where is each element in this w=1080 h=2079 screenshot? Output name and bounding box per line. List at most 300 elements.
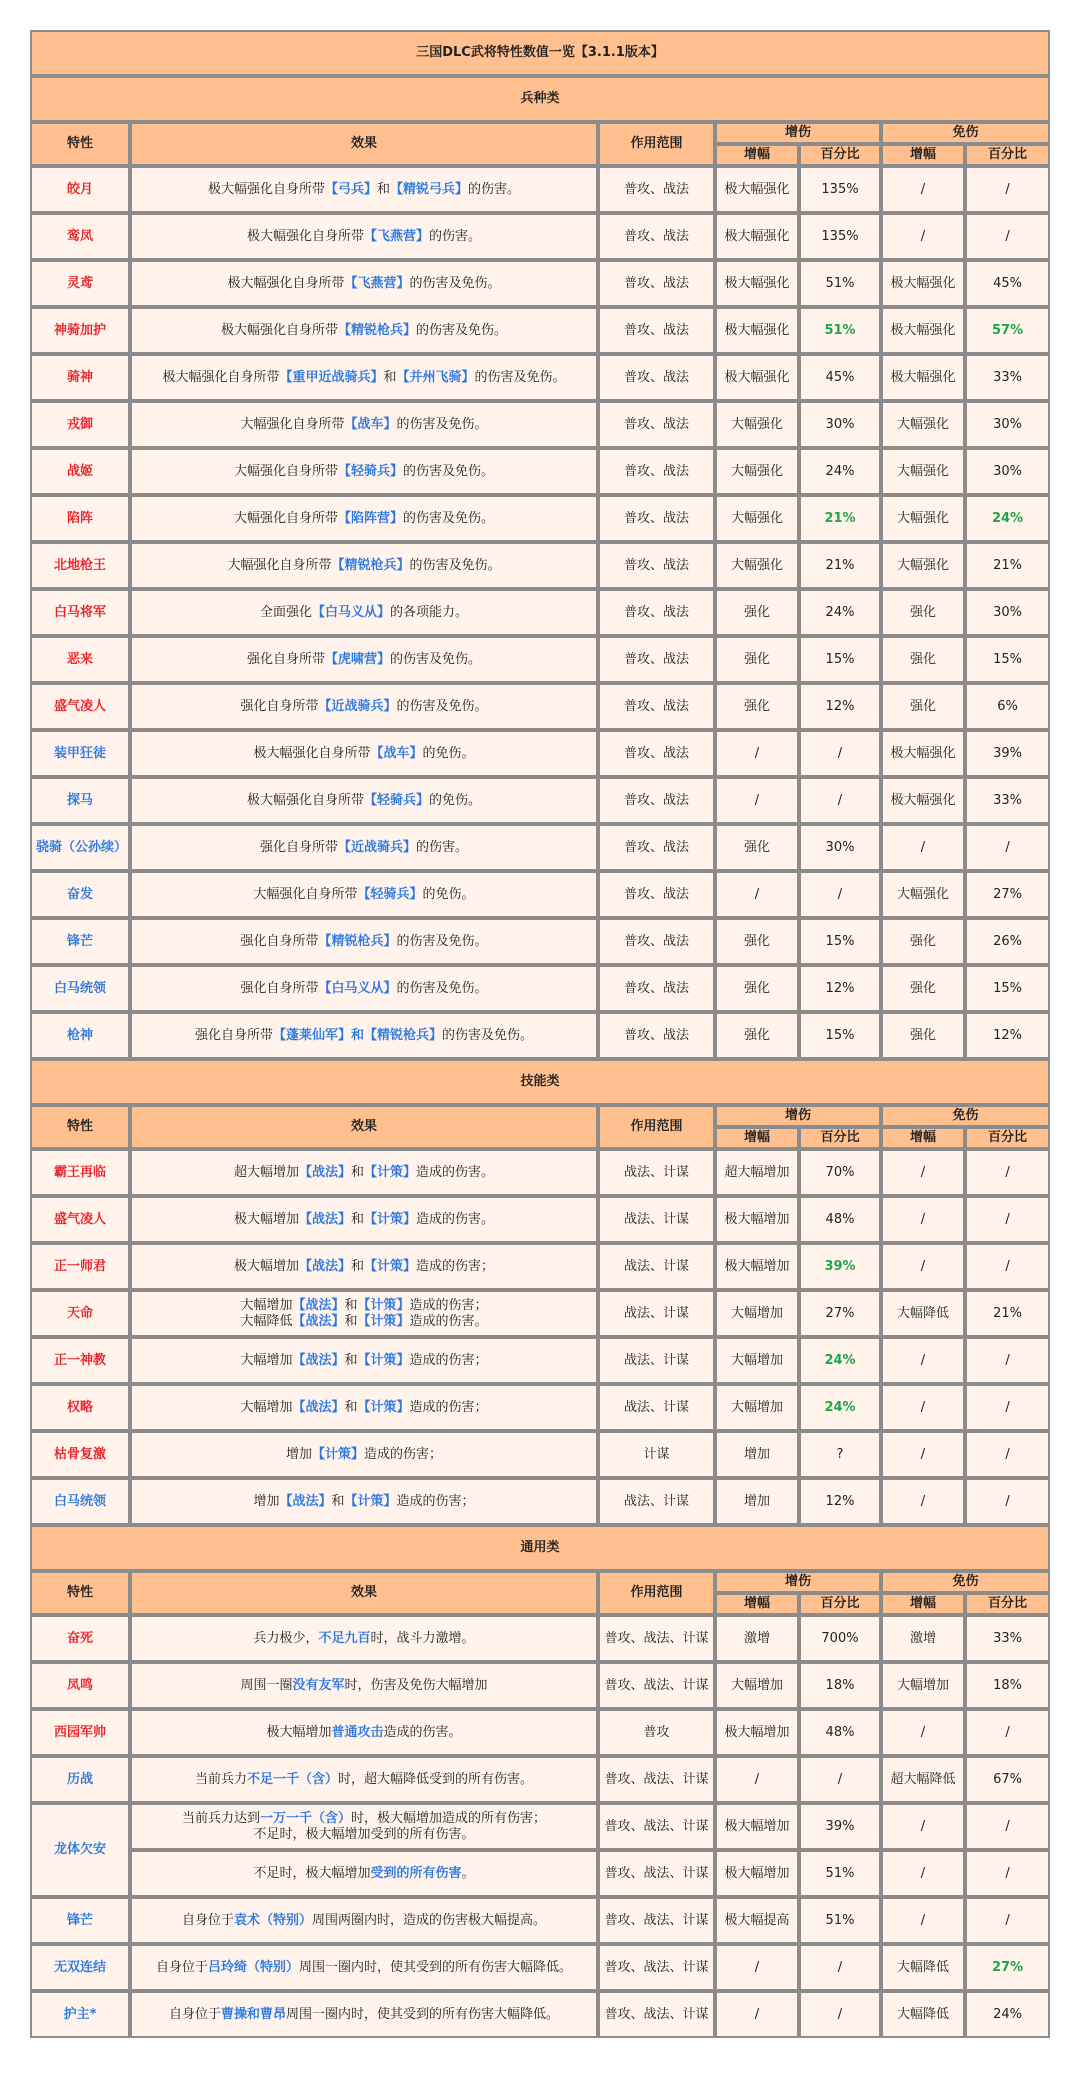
effect-highlight: 没有友军 (292, 1677, 345, 1693)
table-row (30, 1196, 1050, 1243)
effect-text: 的伤害及免伤。 (396, 698, 488, 714)
effect-highlight: 【精锐枪兵】 (331, 557, 410, 573)
dmg-up-pct: 18% (799, 1662, 881, 1709)
effect-highlight: 【战法】 (298, 1258, 351, 1274)
dmg-up-pct: 24% (799, 448, 881, 495)
dmg-down-pct: / (965, 1850, 1050, 1897)
effect-text: 和 (350, 1211, 364, 1227)
effect-text: 当前兵力达到 (181, 1810, 260, 1826)
dmg-up-pct: 51% (799, 1897, 881, 1944)
dmg-up-pct: 700% (799, 1615, 881, 1662)
table-row (30, 1756, 1050, 1803)
dmg-up-pct: ? (799, 1431, 881, 1478)
effect-highlight: 【近战骑兵】 (337, 839, 416, 855)
effect-highlight: 普通攻击 (331, 1724, 384, 1740)
dmg-down-amp: 大幅强化 (881, 401, 965, 448)
trait-name: 神骑加护 (30, 307, 130, 354)
dmg-up-pct: / (799, 777, 881, 824)
dmg-down-pct: 57% (965, 307, 1050, 354)
effect-text: 造成的伤害。 (416, 1164, 495, 1180)
header-range: 作用范围 (598, 1105, 715, 1149)
effect-text: 强化自身所带 (194, 1027, 273, 1043)
trait-effect (130, 354, 598, 401)
dmg-down-amp: 超大幅降低 (881, 1756, 965, 1803)
header-amp2: 增幅 (881, 144, 965, 166)
dmg-up-amp: 增加 (715, 1478, 799, 1525)
effect-text: 大幅强化自身所带 (240, 416, 345, 432)
table-row (30, 1850, 1050, 1897)
trait-range: 普攻、战法、计谋 (598, 1615, 715, 1662)
trait-name: 奋死 (30, 1615, 130, 1662)
effect-highlight: 【战法】 (298, 1211, 351, 1227)
dmg-up-amp: 强化 (715, 965, 799, 1012)
effect-text: 和 (376, 181, 390, 197)
dmg-up-amp: 强化 (715, 683, 799, 730)
section-title: 技能类 (30, 1059, 1050, 1105)
dmg-down-amp: / (881, 1149, 965, 1196)
trait-range: 普攻、战法 (598, 683, 715, 730)
trait-range: 普攻、战法 (598, 448, 715, 495)
effect-text: 不足时，极大幅增加 (253, 1865, 371, 1881)
effect-text: 的伤害及免伤。 (396, 980, 488, 996)
dmg-down-amp: / (881, 1431, 965, 1478)
effect-text: 时，超大幅降低受到的所有伤害。 (338, 1771, 534, 1787)
trait-effect (130, 1431, 598, 1478)
trait-effect (130, 166, 598, 213)
effect-text: 极大幅强化自身所带 (246, 792, 364, 808)
effect-text: 当前兵力 (194, 1771, 247, 1787)
dmg-up-amp: 强化 (715, 1012, 799, 1059)
dmg-up-amp: 极大幅增加 (715, 1803, 799, 1850)
trait-effect (130, 730, 598, 777)
dmg-up-amp: 大幅增加 (715, 1337, 799, 1384)
trait-name: 白马统领 (30, 965, 130, 1012)
dmg-up-amp: 强化 (715, 636, 799, 683)
dmg-up-amp: 极大幅增加 (715, 1243, 799, 1290)
trait-name: 正一神教 (30, 1337, 130, 1384)
dmg-down-amp: 强化 (881, 589, 965, 636)
effect-highlight: 【白马义从】 (311, 604, 390, 620)
effect-text: 和 (331, 1493, 345, 1509)
table-row (30, 1431, 1050, 1478)
trait-range: 普攻、战法 (598, 213, 715, 260)
dmg-down-amp: / (881, 213, 965, 260)
dmg-up-pct: 70% (799, 1149, 881, 1196)
table-row (30, 1944, 1050, 1991)
effect-text: 极大幅强化自身所带 (220, 322, 338, 338)
trait-effect (130, 824, 598, 871)
trait-name: 护主* (30, 1991, 130, 2038)
trait-range: 战法、计谋 (598, 1196, 715, 1243)
trait-range: 普攻、战法 (598, 777, 715, 824)
trait-range: 普攻、战法、计谋 (598, 1944, 715, 1991)
trait-effect (130, 1290, 598, 1337)
effect-text: 大幅强化自身所带 (233, 463, 338, 479)
trait-effect (130, 1662, 598, 1709)
effect-text: 大幅强化自身所带 (233, 510, 338, 526)
effect-highlight: 【精锐弓兵】 (390, 181, 469, 197)
effect-text: 极大幅强化自身所带 (162, 369, 280, 385)
dmg-down-amp: 强化 (881, 918, 965, 965)
dmg-up-amp: 极大幅增加 (715, 1709, 799, 1756)
dmg-up-pct: 15% (799, 918, 881, 965)
effect-text: 。 (461, 1865, 475, 1881)
trait-range: 普攻、战法 (598, 918, 715, 965)
dmg-down-pct: / (965, 1149, 1050, 1196)
header-row (30, 1571, 1050, 1593)
header-range: 作用范围 (598, 122, 715, 166)
table-row (30, 777, 1050, 824)
header-effect: 效果 (130, 122, 598, 166)
trait-effect (130, 401, 598, 448)
trait-name: 奋发 (30, 871, 130, 918)
trait-range: 战法、计谋 (598, 1384, 715, 1431)
dmg-down-pct: 30% (965, 448, 1050, 495)
effect-highlight: 【精锐枪兵】 (318, 933, 397, 949)
trait-name: 天命 (30, 1290, 130, 1337)
dmg-down-amp: 极大幅强化 (881, 777, 965, 824)
dmg-down-pct: 33% (965, 777, 1050, 824)
dmg-down-amp: / (881, 1709, 965, 1756)
effect-text: 的伤害及免伤。 (396, 416, 488, 432)
effect-text: 自身位于 (181, 1912, 234, 1928)
effect-text: 的免伤。 (422, 745, 475, 761)
dmg-down-pct: 39% (965, 730, 1050, 777)
header-dmg-up: 增伤 (715, 122, 881, 144)
trait-effect (130, 1243, 598, 1290)
dmg-down-pct: 67% (965, 1756, 1050, 1803)
dmg-down-amp: / (881, 1337, 965, 1384)
dmg-up-amp: 增加 (715, 1431, 799, 1478)
trait-name: 历战 (30, 1756, 130, 1803)
header-dmg-up: 增伤 (715, 1105, 881, 1127)
effect-text: 的伤害。 (468, 181, 521, 197)
effect-highlight: 不足一千（含） (246, 1771, 338, 1787)
effect-highlight: 不足九百 (318, 1630, 371, 1646)
table-row (30, 401, 1050, 448)
trait-range: 战法、计谋 (598, 1337, 715, 1384)
effect-text: 的伤害及免伤。 (474, 369, 566, 385)
trait-range: 普攻、战法 (598, 542, 715, 589)
effect-text: 造成的伤害； (396, 1493, 475, 1509)
dmg-up-amp: / (715, 1991, 799, 2038)
table-row (30, 166, 1050, 213)
effect-text: 的伤害及免伤。 (409, 557, 501, 573)
dmg-up-amp: 强化 (715, 918, 799, 965)
trait-effect (130, 965, 598, 1012)
effect-text: 极大幅强化自身所带 (253, 745, 371, 761)
dmg-up-amp: 激增 (715, 1615, 799, 1662)
effect-text: 的伤害及免伤。 (416, 322, 508, 338)
dmg-up-amp: 大幅强化 (715, 401, 799, 448)
effect-text: 极大幅强化自身所带 (207, 181, 325, 197)
trait-effect (130, 1897, 598, 1944)
effect-text: 的伤害及免伤。 (442, 1027, 534, 1043)
effect-highlight: 【重甲近战骑兵】 (279, 369, 384, 385)
effect-text: 极大幅增加 (233, 1211, 299, 1227)
effect-highlight: 【战法】 (292, 1399, 345, 1415)
header-dmg-down: 免伤 (881, 1105, 1050, 1127)
dmg-down-pct: 24% (965, 495, 1050, 542)
dmg-down-pct: 27% (965, 871, 1050, 918)
table-row (30, 636, 1050, 683)
effect-text: 极大幅增加 (266, 1724, 332, 1740)
trait-name: 凤鸣 (30, 1662, 130, 1709)
dmg-down-amp: / (881, 1897, 965, 1944)
effect-highlight: 一万一千（含） (259, 1810, 351, 1826)
trait-table-container (30, 30, 1050, 2038)
dmg-up-pct: / (799, 1944, 881, 1991)
dmg-down-pct: / (965, 824, 1050, 871)
trait-range: 普攻、战法 (598, 589, 715, 636)
effect-text: 的伤害及免伤。 (409, 275, 501, 291)
table-row (30, 1012, 1050, 1059)
dmg-up-pct: 12% (799, 1478, 881, 1525)
effect-text: 的各项能力。 (390, 604, 469, 620)
dmg-down-pct: 33% (965, 354, 1050, 401)
effect-highlight: 【计策】 (364, 1258, 417, 1274)
table-row (30, 354, 1050, 401)
table-row (30, 1384, 1050, 1431)
effect-text: 造成的伤害； (409, 1297, 488, 1313)
trait-name: 装甲狂徒 (30, 730, 130, 777)
header-trait: 特性 (30, 1571, 130, 1615)
effect-highlight: 【战车】 (370, 745, 423, 761)
trait-effect (130, 213, 598, 260)
header-amp: 增幅 (715, 144, 799, 166)
dmg-down-pct: / (965, 1337, 1050, 1384)
dmg-down-pct: / (965, 213, 1050, 260)
effect-text: 造成的伤害； (416, 1258, 495, 1274)
trait-effect (130, 448, 598, 495)
dmg-up-amp: 极大幅强化 (715, 354, 799, 401)
effect-text: 周围一圈内时，使其受到的所有伤害大幅降低。 (299, 1959, 573, 1975)
table-row (30, 1243, 1050, 1290)
trait-effect (130, 1012, 598, 1059)
dmg-down-amp: 极大幅强化 (881, 354, 965, 401)
trait-range: 普攻、战法 (598, 354, 715, 401)
effect-highlight: 【战法】 (298, 1164, 351, 1180)
trait-name: 锋芒 (30, 1897, 130, 1944)
effect-text: 全面强化 (259, 604, 312, 620)
dmg-down-pct: 15% (965, 636, 1050, 683)
trait-range: 战法、计谋 (598, 1149, 715, 1196)
dmg-down-amp: 极大幅强化 (881, 730, 965, 777)
trait-effect (130, 1615, 598, 1662)
trait-range: 战法、计谋 (598, 1290, 715, 1337)
effect-highlight: 袁术（特别） (233, 1912, 312, 1928)
trait-name: 盛气凌人 (30, 1196, 130, 1243)
dmg-down-pct: 30% (965, 401, 1050, 448)
trait-range: 普攻、战法 (598, 824, 715, 871)
effect-text: 的伤害及免伤。 (396, 933, 488, 949)
effect-text: 大幅增加 (240, 1399, 293, 1415)
trait-effect (130, 683, 598, 730)
trait-effect (130, 307, 598, 354)
trait-range: 普攻、战法 (598, 401, 715, 448)
table-row (30, 589, 1050, 636)
header-pct: 百分比 (799, 144, 881, 166)
trait-effect (130, 1709, 598, 1756)
effect-highlight: 【近战骑兵】 (318, 698, 397, 714)
table-row (30, 871, 1050, 918)
trait-effect (130, 871, 598, 918)
trait-name: 陷阵 (30, 495, 130, 542)
effect-text: 造成的伤害； (364, 1446, 443, 1462)
dmg-down-pct: 12% (965, 1012, 1050, 1059)
header-row (30, 1105, 1050, 1127)
trait-range: 战法、计谋 (598, 1243, 715, 1290)
effect-text: 的伤害及免伤。 (403, 463, 495, 479)
effect-highlight: 【计策】 (364, 1164, 417, 1180)
dmg-down-pct: / (965, 1384, 1050, 1431)
effect-text: 的免伤。 (422, 886, 475, 902)
dmg-up-pct: 27% (799, 1290, 881, 1337)
effect-text: 时，战斗力激增。 (370, 1630, 475, 1646)
effect-highlight: 【计策】 (364, 1211, 417, 1227)
trait-range: 战法、计谋 (598, 1478, 715, 1525)
dmg-down-amp: 大幅降低 (881, 1290, 965, 1337)
effect-text: 极大幅强化自身所带 (246, 228, 364, 244)
dmg-up-pct: 30% (799, 401, 881, 448)
dmg-up-amp: 大幅强化 (715, 495, 799, 542)
effect-highlight: 【飞燕营】 (363, 228, 429, 244)
header-dmg-down: 免伤 (881, 1571, 1050, 1593)
dmg-down-pct: / (965, 166, 1050, 213)
dmg-down-amp: 大幅强化 (881, 495, 965, 542)
trait-name: 皎月 (30, 166, 130, 213)
header-row (30, 122, 1050, 144)
effect-text: 造成的伤害； (409, 1352, 488, 1368)
dmg-down-pct: / (965, 1196, 1050, 1243)
effect-text: 和 (344, 1313, 358, 1329)
dmg-up-pct: / (799, 871, 881, 918)
effect-text: 的伤害。 (429, 228, 482, 244)
trait-name: 恶来 (30, 636, 130, 683)
dmg-up-amp: 极大幅增加 (715, 1850, 799, 1897)
trait-range: 普攻、战法 (598, 636, 715, 683)
effect-highlight: 曹操和曹昂 (220, 2006, 286, 2022)
effect-text: 和 (350, 1164, 364, 1180)
trait-name: 骑神 (30, 354, 130, 401)
trait-range: 普攻、战法、计谋 (598, 1756, 715, 1803)
effect-highlight: 【飞燕营】 (344, 275, 410, 291)
trait-name: 枯骨复激 (30, 1431, 130, 1478)
effect-text: 增加 (253, 1493, 280, 1509)
dmg-down-pct: / (965, 1709, 1050, 1756)
dmg-up-amp: 极大幅强化 (715, 307, 799, 354)
dmg-up-pct: 39% (799, 1803, 881, 1850)
effect-text: 造成的伤害。 (383, 1724, 462, 1740)
trait-effect (130, 1991, 598, 2038)
trait-name: 鸾凤 (30, 213, 130, 260)
trait-effect (130, 918, 598, 965)
dmg-up-pct: 51% (799, 307, 881, 354)
effect-text: 周围两圈内时，造成的伤害极大幅提高。 (312, 1912, 547, 1928)
effect-text: 的伤害及免伤。 (403, 510, 495, 526)
dmg-up-pct: 135% (799, 166, 881, 213)
header-range: 作用范围 (598, 1571, 715, 1615)
dmg-down-pct: 26% (965, 918, 1050, 965)
trait-name: 龙体欠安 (30, 1803, 130, 1897)
dmg-up-amp: / (715, 871, 799, 918)
effect-highlight: 【计策】 (357, 1297, 410, 1313)
dmg-up-amp: 极大幅提高 (715, 1897, 799, 1944)
trait-range: 普攻、战法、计谋 (598, 1662, 715, 1709)
dmg-up-amp: / (715, 777, 799, 824)
dmg-down-pct: 33% (965, 1615, 1050, 1662)
trait-range: 普攻、战法 (598, 307, 715, 354)
dmg-down-amp: 大幅降低 (881, 1944, 965, 1991)
effect-highlight: 【轻骑兵】 (363, 792, 429, 808)
dmg-up-pct: / (799, 730, 881, 777)
dmg-down-pct: 18% (965, 1662, 1050, 1709)
trait-effect (130, 1756, 598, 1803)
trait-effect (130, 777, 598, 824)
effect-highlight: 【计策】 (357, 1313, 410, 1329)
dmg-down-amp: 大幅强化 (881, 542, 965, 589)
dmg-down-amp: / (881, 1243, 965, 1290)
effect-text: 强化自身所带 (240, 980, 319, 996)
table-row (30, 542, 1050, 589)
table-row (30, 1478, 1050, 1525)
trait-range: 普攻、战法、计谋 (598, 1991, 715, 2038)
dmg-up-pct: 135% (799, 213, 881, 260)
dmg-down-amp: / (881, 1803, 965, 1850)
dmg-down-pct: 21% (965, 542, 1050, 589)
trait-effect (130, 495, 598, 542)
header-pct: 百分比 (799, 1593, 881, 1615)
trait-name: 枪神 (30, 1012, 130, 1059)
dmg-down-amp: 强化 (881, 683, 965, 730)
dmg-up-pct: 15% (799, 636, 881, 683)
dmg-down-amp: 极大幅强化 (881, 307, 965, 354)
effect-text: 不足时，极大幅增加受到的所有伤害。 (253, 1826, 475, 1842)
header-amp: 增幅 (715, 1127, 799, 1149)
effect-text: 周围一圈内时，使其受到的所有伤害大幅降低。 (286, 2006, 560, 2022)
trait-name: 白马统领 (30, 1478, 130, 1525)
table-row (30, 495, 1050, 542)
trait-name: 锋芒 (30, 918, 130, 965)
dmg-up-amp: / (715, 1944, 799, 1991)
table-row (30, 213, 1050, 260)
effect-highlight: 【战法】 (292, 1297, 345, 1313)
dmg-up-pct: 30% (799, 824, 881, 871)
trait-name: 探马 (30, 777, 130, 824)
effect-text: 增加 (285, 1446, 312, 1462)
table-row (30, 824, 1050, 871)
dmg-down-pct: / (965, 1803, 1050, 1850)
dmg-up-pct: 48% (799, 1196, 881, 1243)
trait-range: 普攻、战法 (598, 260, 715, 307)
effect-highlight: 【战法】 (292, 1313, 345, 1329)
trait-name: 权略 (30, 1384, 130, 1431)
dmg-up-amp: / (715, 1756, 799, 1803)
trait-range: 普攻、战法 (598, 871, 715, 918)
trait-range: 普攻、战法 (598, 1012, 715, 1059)
trait-name: 战姬 (30, 448, 130, 495)
table-row (30, 730, 1050, 777)
effect-text: 和 (344, 1297, 358, 1313)
effect-text: 的免伤。 (429, 792, 482, 808)
dmg-up-amp: 极大幅增加 (715, 1196, 799, 1243)
trait-effect (130, 1944, 598, 1991)
effect-text: 造成的伤害； (409, 1399, 488, 1415)
dmg-down-amp: / (881, 1196, 965, 1243)
dmg-down-pct: 45% (965, 260, 1050, 307)
dmg-down-amp: 大幅强化 (881, 871, 965, 918)
dmg-up-pct: 51% (799, 260, 881, 307)
